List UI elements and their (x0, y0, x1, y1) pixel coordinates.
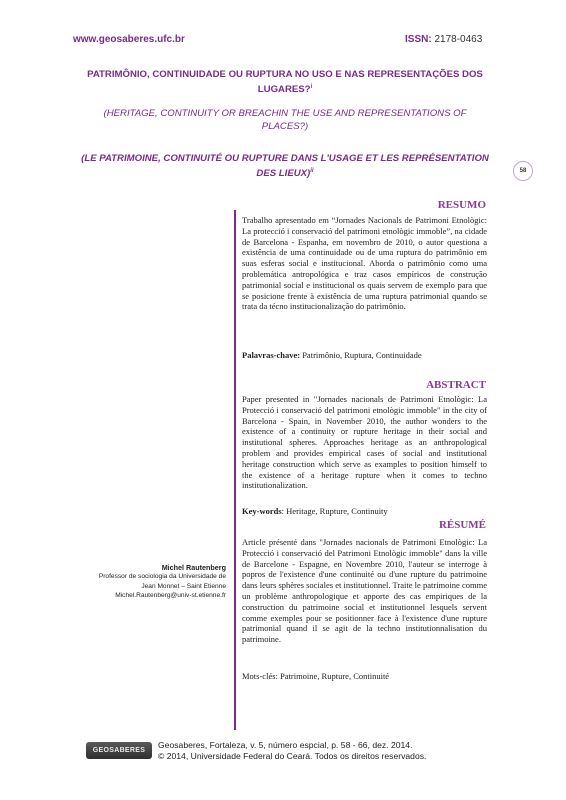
resumo-keywords-values: Patrimônio, Ruptura, Continuidade (302, 350, 422, 360)
resume-keywords: Mots-clés: Patrimoine, Rupture, Continuité (242, 671, 390, 681)
footer-citation (158, 740, 426, 762)
author-affiliation-line1: Professor de sociologia da Universidade de (98, 573, 226, 581)
resumo-keywords (242, 350, 487, 361)
abstract-keywords-label: Key-words (242, 506, 282, 516)
issn-label: ISSN: (405, 34, 432, 45)
footer-line1: Geosaberes, Fortaleza, v. 5, número espcial, p. 58 - 66, dez. 2014. (158, 740, 413, 750)
title-portuguese-line1: PATRIMÔNIO, CONTINUIDADE OU RUPTURA NO USO E NAS REPRESENTAÇÕES DOS (87, 69, 483, 80)
title-english-line2: PLACES?) (261, 121, 309, 132)
abstract-divider-line (234, 210, 236, 730)
author-affiliation-line2: Jean Monnet – Saint Etienne (141, 582, 226, 590)
abstract-text: Paper presented in "Jornades nacionals de Patrimoni Etnològic: La Protecció i conservació del patrimoni etnològic immoble" in the city of Barcelona - Spain, in November 2010, the author wonders to the existence of a continuity or rupture heritage in their social and institutional spheres. Approaches heritage as an anthropological problem and provides empirical cases of social and institutional heritage construction which serve as examples to position himself to the existence of a heritage rupture when it comes to techno institutionalization. (242, 394, 487, 491)
title-english (70, 107, 500, 133)
title-portuguese (70, 68, 500, 96)
title-english-line1: (HERITAGE, CONTINUITY OR BREACHIN THE USE AND REPRESENTATIONS OF (103, 108, 467, 119)
title-portuguese-line2: LUGARES? (257, 84, 311, 96)
abstract-keywords (242, 506, 487, 517)
abstract-keywords-values: : Heritage, Rupture, Continuity (281, 506, 388, 516)
page-number-badge: 58 (513, 161, 533, 181)
title-french (70, 152, 500, 180)
footer-line2: © 2014, Universidade Federal do Ceará. Todos os direitos reservados. (158, 751, 427, 761)
geosaberes-logo: GEOSABERES (86, 742, 152, 759)
footnote-marker-ii: ii (310, 168, 314, 174)
journal-website[interactable]: www.geosaberes.ufc.br (73, 34, 185, 45)
author-block (26, 563, 226, 601)
issn (405, 34, 482, 45)
footnote-marker-i: i (310, 84, 313, 90)
resume-heading: RÉSUMÉ (438, 519, 486, 531)
resumo-keywords-label: Palavras-chave: (242, 350, 301, 360)
issn-value: 2178-0463 (434, 34, 483, 45)
title-french-line2: DES LIEUX) (256, 168, 311, 180)
resumo-heading: RESUMO (437, 199, 486, 211)
resumo-text: Trabalho apresentado em “Jornades Nacionals de Patrimoni Etnològic: La protecció i conservació del patrimoni etnològic immoble”, na cidade de Barcelona - Espanha, em novembro de 2010, o autor questiona a existência de uma continuidade ou de uma ruptura do patrimônio em suas esferas social e institucional. Aborda o patrimônio como uma problemática antropológica e traz casos empíricos de construção patrimonial social e institucional os quais servem de exemplo para que se posicione frente à existência de uma ruptura patrimonial quando se trata da técno institucionalização do patrimônio. (242, 215, 487, 312)
abstract-heading: ABSTRACT (426, 379, 486, 391)
author-name: Michel Rautenberg (161, 563, 226, 572)
resume-text: Article présenté dans "Jornades nacionals de Patrimoni Etnològic: La Protecció i conservació del Patrimoni Etnològic immoble" dans la ville de Barcelone - Espagne, en Novembre 2010, l'auteur se interroge à popros de l'existence d'une continuité ou d'une rupture du patrimoine dans leurs sphères sociales et institutionnel. Traite le patrimoine comme un problème anthropologique et apporte des cas empiriques de la construction du patrimoine social et institutionnel lesquels servent comme exemples pour se positionner face à l'existence d'une rupture patrimonial quand il se agit de la techno institutionnalisation du patrimoine. (242, 537, 487, 645)
title-french-line1: (LE PATRIMOINE, CONTINUITÉ OU RUPTURE DANS L'USAGE ET LES REPRÉSENTATION (81, 153, 489, 164)
author-email[interactable]: Michel.Rautenberg@univ-st.etienne.fr (115, 592, 226, 600)
